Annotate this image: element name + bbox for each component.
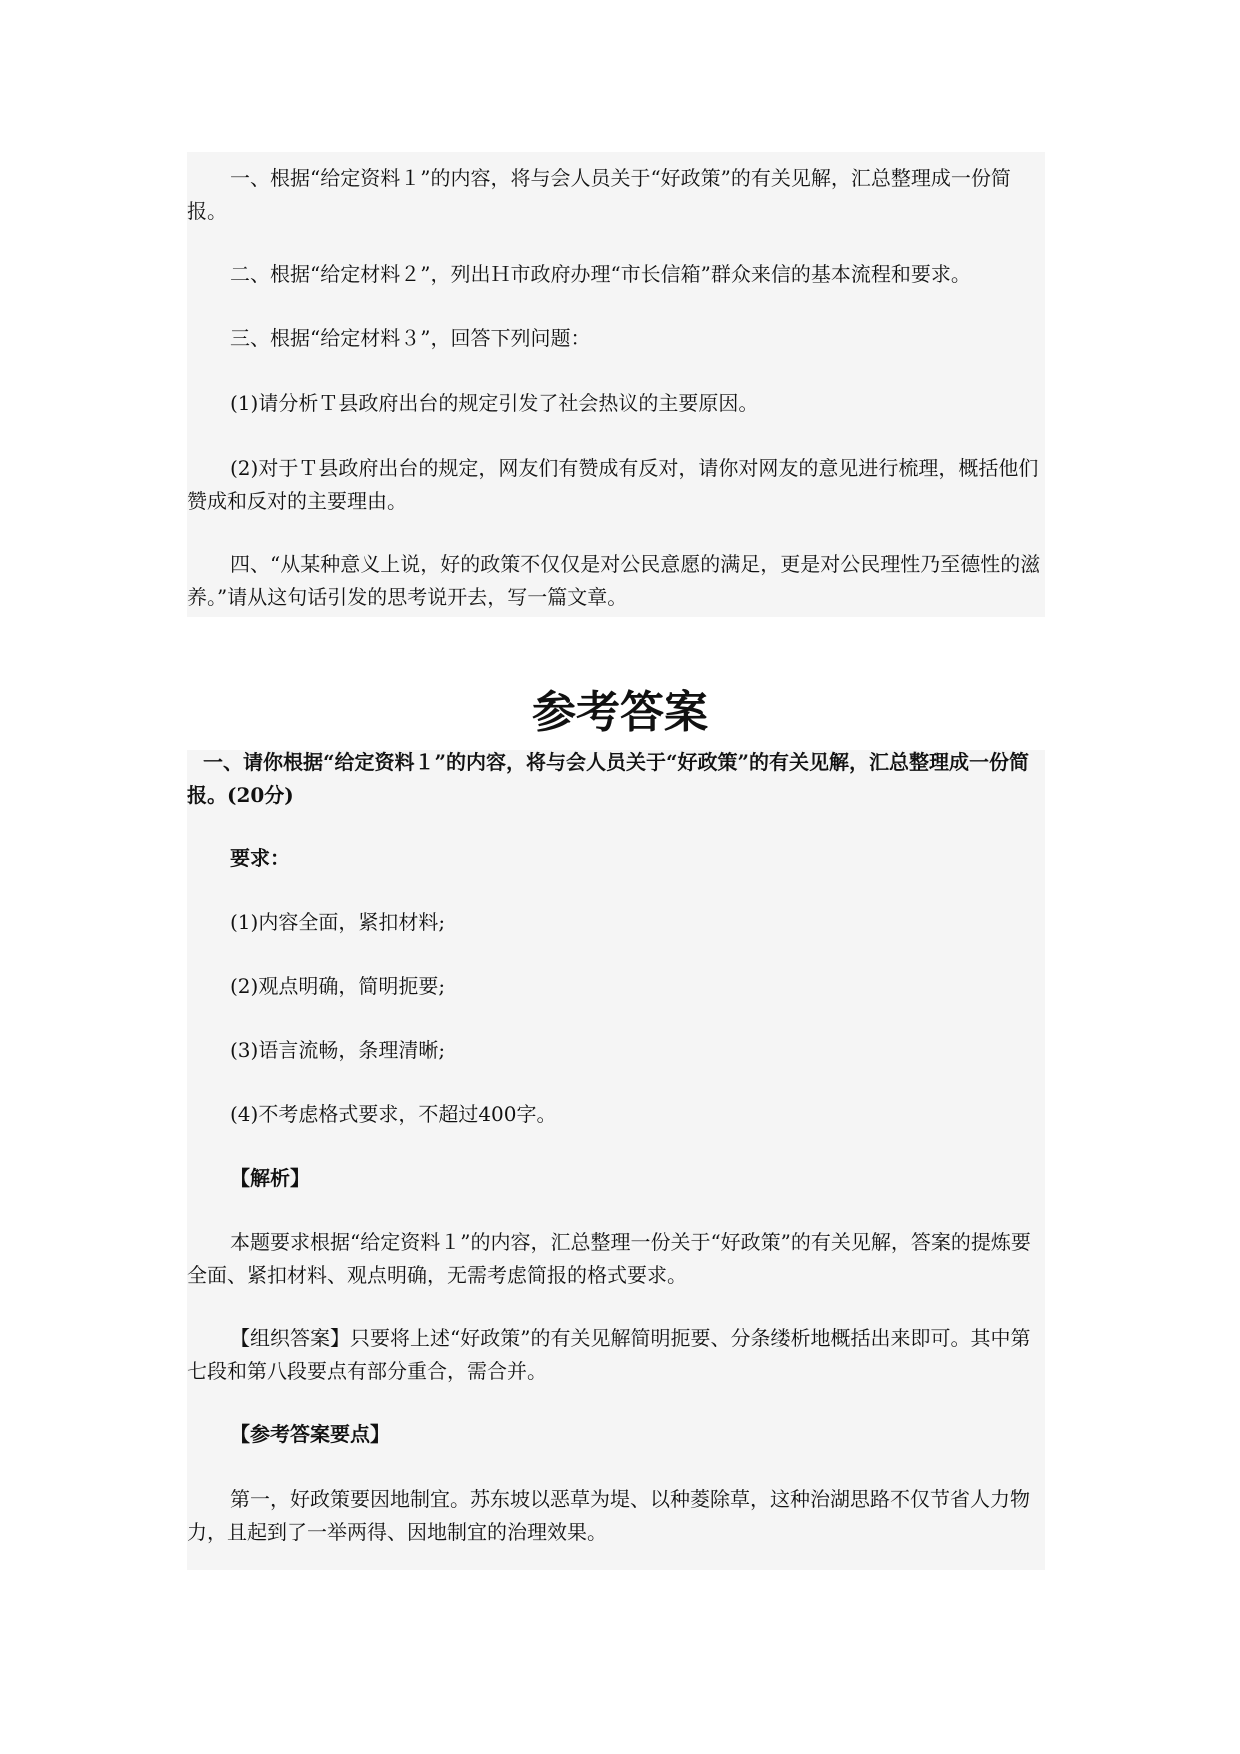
answer-q1-heading: 一、请你根据“给定资料１”的内容，将与会人员关于“好政策”的有关见解，汇总整理成一份简报。(20分) <box>187 750 1030 807</box>
requirement-2: (2)观点明确，简明扼要; <box>230 974 446 998</box>
question-3: 三、根据“给定材料３”，回答下列问题： <box>230 326 591 350</box>
organize-answer-text: 【组织答案】只要将上述“好政策”的有关见解简明扼要、分条缕析地概括出来即可。其中第七段和第八段要点有部分重合，需合并。 <box>187 1326 1031 1383</box>
question-3-1: (1)请分析Ｔ县政府出台的规定引发了社会热议的主要原因。 <box>230 391 759 415</box>
requirement-3: (3)语言流畅，条理清晰; <box>230 1038 446 1062</box>
analysis-label: 【解析】 <box>230 1166 310 1190</box>
key-points-label: 【参考答案要点】 <box>230 1422 390 1446</box>
answer-title: 参考答案 <box>532 687 708 738</box>
requirement-4: (4)不考虑格式要求，不超过400字。 <box>230 1102 557 1126</box>
question-2: 二、根据“给定材料２”，列出Ｈ市政府办理“市长信箱”群众来信的基本流程和要求。 <box>230 262 971 286</box>
question-4: 四、“从某种意义上说，好的政策不仅仅是对公民意愿的满足，更是对公民理性乃至德性的滋养。”请从这句话引发的思考说开去，写一篇文章。 <box>187 552 1041 609</box>
requirements-label: 要求： <box>230 846 290 870</box>
key-point-1: 第一，好政策要因地制宜。苏东坡以恶草为堤、以种菱除草，这种治湖思路不仅节省人力物力，且起到了一举两得、因地制宜的治理效果。 <box>187 1487 1030 1544</box>
question-1: 一、根据“给定资料１”的内容，将与会人员关于“好政策”的有关见解，汇总整理成一份简报。 <box>187 166 1011 223</box>
analysis-text: 本题要求根据“给定资料１”的内容，汇总整理一份关于“好政策”的有关见解，答案的提炼要全面、紧扣材料、观点明确，无需考虑简报的格式要求。 <box>187 1230 1031 1287</box>
question-3-2: (2)对于Ｔ县政府出台的规定，网友们有赞成有反对，请你对网友的意见进行梳理，概括他们赞成和反对的主要理由。 <box>187 456 1039 513</box>
requirement-1: (1)内容全面，紧扣材料; <box>230 910 446 934</box>
